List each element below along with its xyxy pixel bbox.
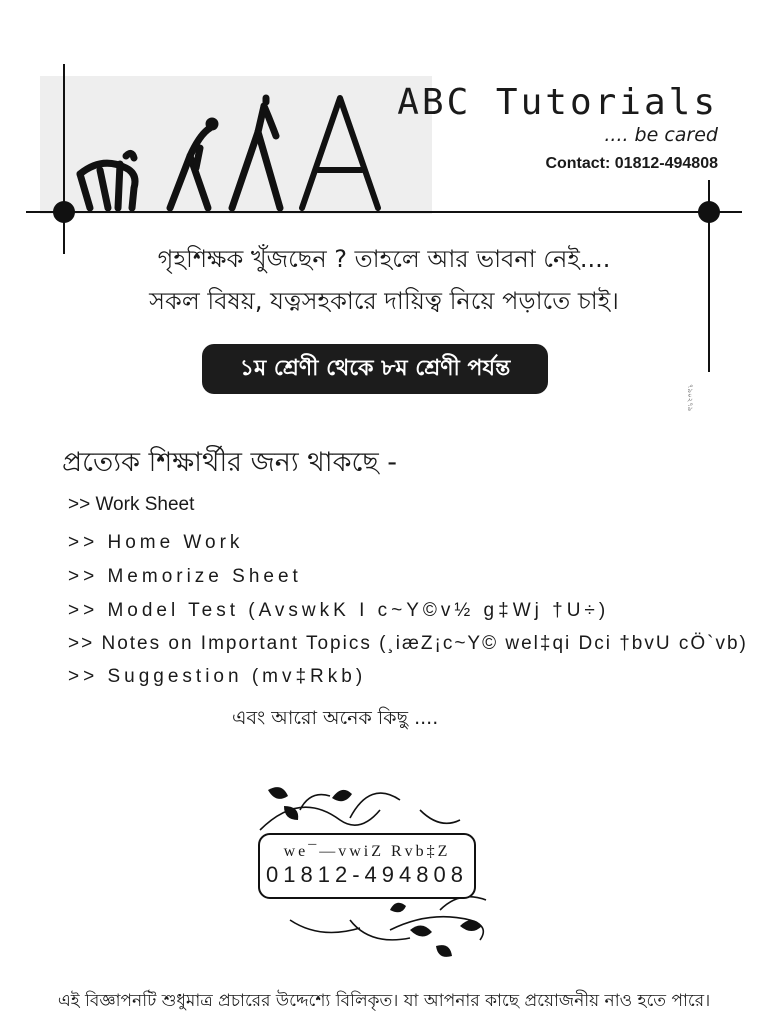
brand-title: ABC Tutorials [397, 82, 718, 123]
brand-tagline: .... be cared [604, 124, 718, 146]
header-divider-line [26, 211, 742, 213]
side-note: ৭৯০২৭৯ [686, 384, 694, 412]
right-frame-dot [698, 201, 720, 223]
feature-item-suggestion: >> Suggestion (mv‡Rkb) [68, 666, 367, 687]
intro-line-1: গৃহশিক্ষক খুঁজছেন ? তাহলে আর ভাবনা নেই.... [157, 245, 611, 273]
left-frame-dot [53, 201, 75, 223]
contact-box-label: we¯—vwiZ Rvb‡Z [283, 843, 451, 860]
feature-item-model-test: >> Model Test (AvswkK I c~Y©v½ g‡Wj †U÷) [68, 600, 610, 621]
more-features-line: এবং আরো অনেক কিছু .... [232, 707, 439, 729]
feature-item-notes: >> Notes on Important Topics (¸iæZ¡c~Y© wel‡qi Dci †bvU cÖ`vb) [68, 633, 748, 654]
features-heading: প্রত্যেক শিক্ষার্থীর জন্য থাকছে - [62, 447, 398, 478]
class-range-badge: ১ম শ্রেণী থেকে ৮ম শ্রেণী পর্যন্ত [202, 344, 548, 394]
intro-line-2: সকল বিষয়, যত্নসহকারে দায়িত্ব নিয়ে পড়াতে চাই। [149, 287, 619, 315]
header-illustration [40, 76, 432, 214]
feature-item-home-work: >> Home Work [68, 532, 244, 553]
feature-item-work-sheet: >> Work Sheet [68, 494, 195, 515]
contact-box-number: 01812-494808 [266, 862, 468, 887]
feature-item-memorize-sheet: >> Memorize Sheet [68, 566, 302, 587]
disclaimer: এই বিজ্ঞাপনটি শুধুমাত্র প্রচারের উদ্দেশ্যে বিলিকৃত। যা আপনার কাছে প্রয়োজনীয় নাও হতে পারে। [57, 991, 711, 1011]
left-frame-line [63, 64, 65, 254]
figure-evolution-illustration [40, 76, 432, 214]
contact-box [258, 833, 476, 899]
contact-phone: Contact: 01812-494808 [545, 155, 718, 172]
